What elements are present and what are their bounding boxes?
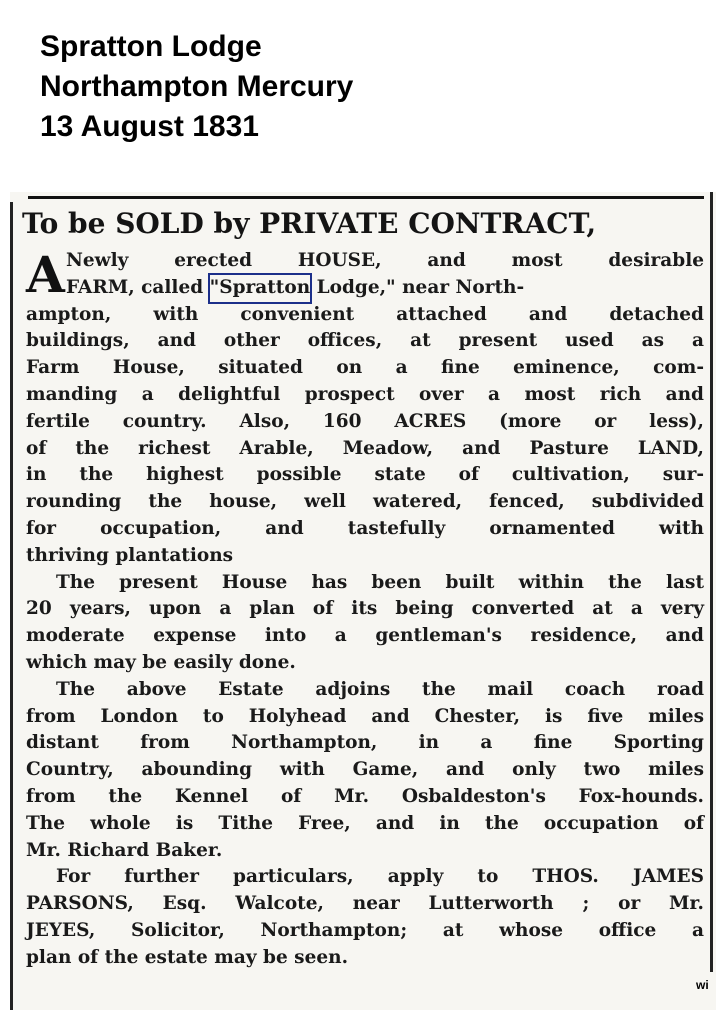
line-text: of the richest Arable, Meadow, and Pasture LAND, (26, 437, 704, 459)
text-line (26, 328, 704, 355)
line-text: manding a delightful prospect over a most rich and (26, 383, 704, 405)
line-text: from London to Holyhead and Chester, is five miles (26, 705, 704, 727)
text-line (26, 650, 704, 677)
text-line (26, 838, 704, 865)
text-line (26, 704, 704, 731)
text-line (26, 462, 704, 489)
cropped-edge-text: wi (696, 978, 709, 992)
text-line (26, 784, 704, 811)
text-line (26, 409, 704, 436)
text-line (26, 945, 704, 972)
line-text: distant from Northampton, in a fine Sporting (26, 732, 704, 754)
caption-title: Spratton Lodge (40, 30, 262, 63)
text-line (26, 382, 704, 409)
text-line (26, 918, 704, 945)
text-line (26, 275, 704, 302)
advert-headline: To be SOLD by PRIVATE CONTRACT, (22, 207, 597, 240)
line-text: PARSONS, Esq. Walcote, near Lutterworth ; or Mr. (26, 893, 704, 915)
column-right-rule (710, 192, 713, 972)
text-line (26, 811, 704, 838)
text-line (26, 757, 704, 784)
line-text: Country, abounding with Game, and only two miles (26, 759, 704, 781)
text-line (26, 302, 704, 329)
caption-date: 13 August 1831 (40, 110, 259, 143)
line-text: For further particulars, apply to THOS. JAMES (56, 866, 704, 888)
line-text: FARM, called (66, 276, 210, 298)
image-caption (40, 27, 353, 147)
line-text: buildings, and other offices, at present used as a (26, 330, 704, 352)
text-line (26, 516, 704, 543)
text-line (26, 248, 704, 275)
line-text: The whole is Tithe Free, and in the occupation of (26, 812, 704, 834)
line-text: Farm House, situated on a fine eminence, com- (26, 357, 704, 379)
line-text: in the highest possible state of cultivation, sur- (26, 464, 704, 486)
line-text: ampton, with convenient attached and detached (26, 303, 704, 325)
line-text: Lodge," near North- (310, 276, 525, 298)
text-line (26, 891, 704, 918)
line-text: The present House has been built within the last (56, 571, 704, 593)
search-highlight: "Spratton (210, 275, 311, 302)
column-left-rule (10, 202, 13, 1010)
line-text: which may be easily done. (26, 651, 296, 673)
text-line (26, 864, 704, 891)
line-text: rounding the house, well watered, fenced, subdivided (26, 491, 704, 513)
line-text: thriving plantations (26, 544, 234, 566)
newspaper-clipping (10, 192, 716, 1010)
text-line (26, 623, 704, 650)
line-text: plan of the estate may be seen. (26, 946, 349, 968)
text-line (26, 596, 704, 623)
line-text: moderate expense into a gentleman's residence, and (26, 625, 704, 647)
line-text: Newly erected HOUSE, and most desirable (66, 250, 704, 271)
text-line (26, 436, 704, 463)
line-text: The above Estate adjoins the mail coach road (56, 678, 704, 700)
text-line (26, 677, 704, 704)
line-text: Mr. Richard Baker. (26, 839, 223, 861)
text-line (26, 543, 704, 570)
column-top-rule (28, 196, 704, 199)
advert-body (26, 245, 704, 972)
line-text: from the Kennel of Mr. Osbaldeston's Fox-hounds. (26, 785, 704, 807)
line-text: 20 years, upon a plan of its being converted at a very (26, 598, 704, 620)
text-line (26, 355, 704, 382)
line-text: JEYES, Solicitor, Northampton; at whose office a (26, 919, 704, 941)
caption-source: Northampton Mercury (40, 70, 354, 103)
text-line (26, 730, 704, 757)
text-line (26, 570, 704, 597)
drop-cap: A (26, 245, 65, 304)
line-text: fertile country. Also, 160 ACRES (more or less), (26, 410, 704, 432)
line-text: for occupation, and tastefully ornamented with (26, 517, 704, 539)
text-line (26, 489, 704, 516)
